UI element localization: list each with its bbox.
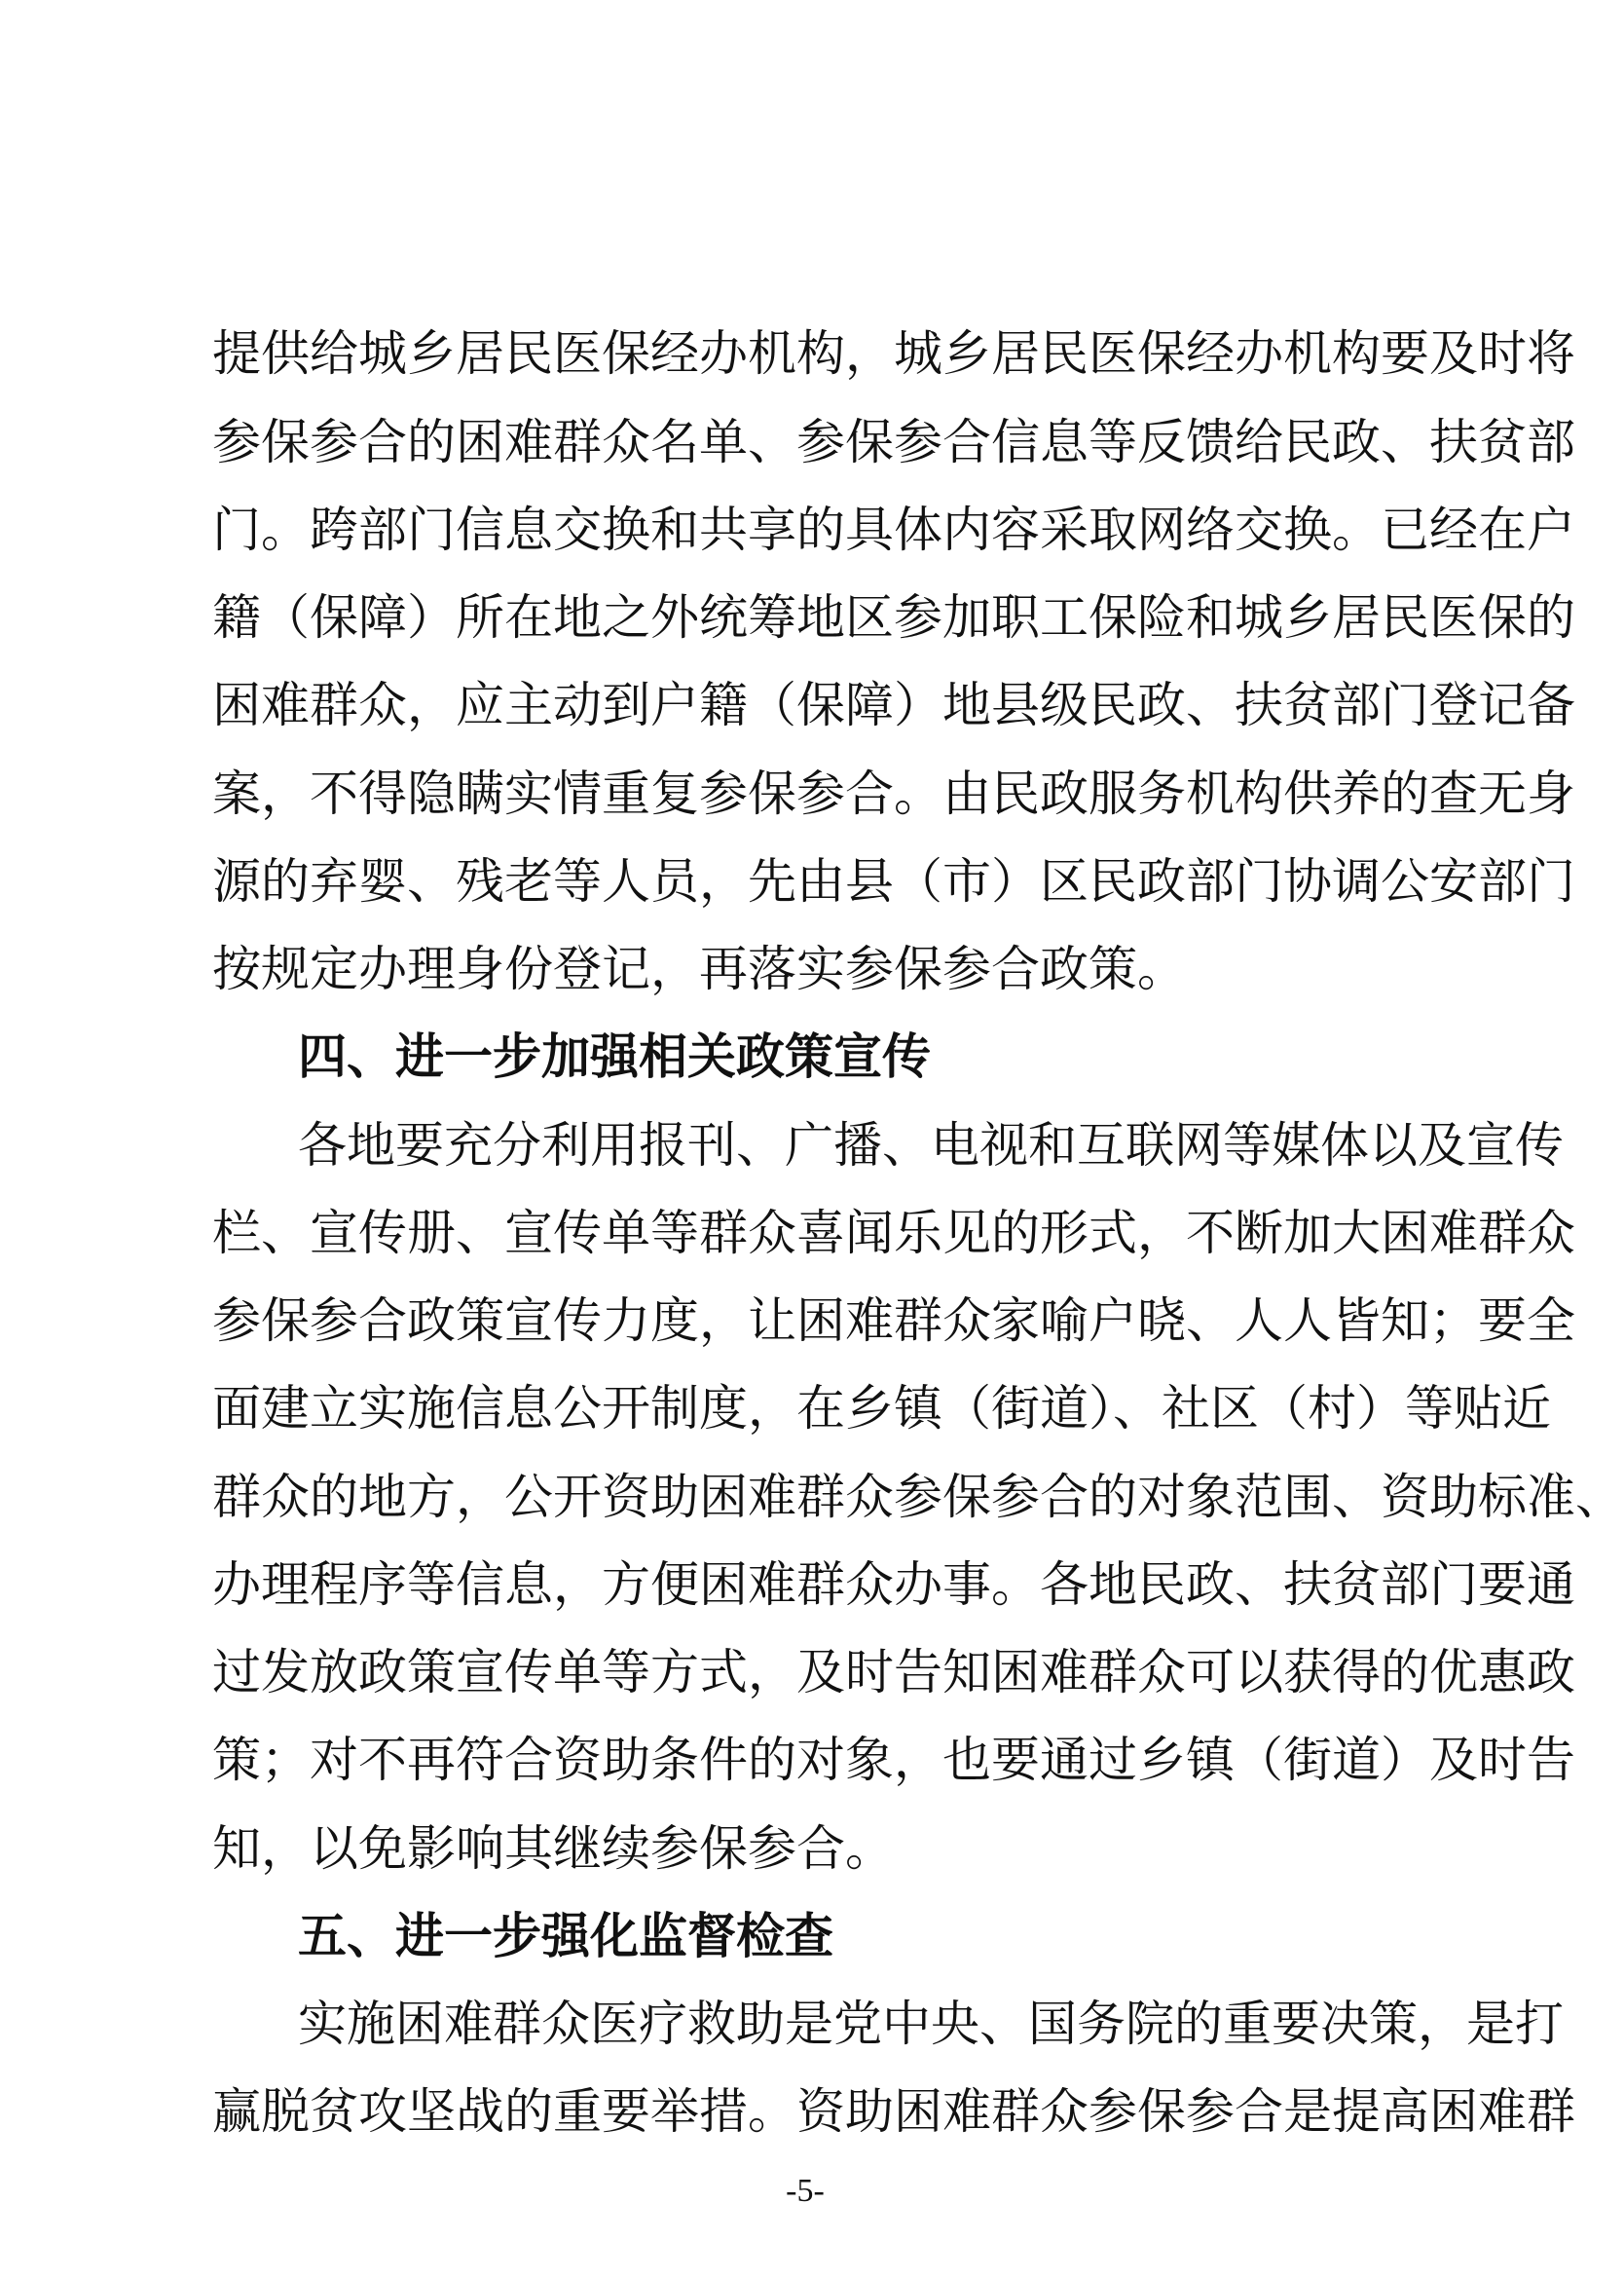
paragraph-line: 过发放政策宣传单等方式，及时告知困难群众可以获得的优惠政 [212,1644,1575,1700]
paragraph-line: 各地要充分利用报刊、广播、电视和互联网等媒体以及宣传 [298,1117,1564,1174]
paragraph-line: 困难群众，应主动到户籍（保障）地县级民政、扶贫部门登记备 [212,677,1575,733]
paragraph-line: 赢脱贫攻坚战的重要举措。资助困难群众参保参合是提高困难群 [212,2083,1575,2140]
paragraph-line: 知，以免影响其继续参保参合。 [212,1820,894,1877]
paragraph-line: 参保参合的困难群众名单、参保参合信息等反馈给民政、扶贫部 [212,414,1575,470]
paragraph-line: 群众的地方，公开资助困难群众参保参合的对象范围、资助标准、 [212,1469,1624,1525]
paragraph-line: 办理程序等信息，方便困难群众办事。各地民政、扶贫部门要通 [212,1556,1575,1613]
section-heading: 四、进一步加强相关政策宣传 [298,1028,931,1085]
paragraph-line: 门。跨部门信息交换和共享的具体内容采取网络交换。已经在户 [212,502,1575,558]
paragraph-line: 面建立实施信息公开制度，在乡镇（街道）、社区（村）等贴近 [212,1380,1551,1437]
paragraph-line: 按规定办理身份登记，再落实参保参合政策。 [212,941,1186,997]
paragraph-line: 参保参合政策宣传力度，让困难群众家喻户晓、人人皆知；要全 [212,1292,1575,1349]
paragraph-line: 栏、宣传册、宣传单等群众喜闻乐见的形式，不断加大困难群众 [212,1205,1575,1261]
paragraph-line: 提供给城乡居民医保经办机构，城乡居民医保经办机构要及时将 [212,325,1575,382]
page-number: -5- [786,2173,825,2209]
paragraph-line: 实施困难群众医疗救助是党中央、国务院的重要决策，是打 [298,1996,1564,2052]
paragraph-line: 籍（保障）所在地之外统筹地区参加职工保险和城乡居民医保的 [212,589,1575,646]
paragraph-line: 案，不得隐瞒实情重复参保参合。由民政服务机构供养的查无身 [212,766,1575,822]
section-heading: 五、进一步强化监督检查 [298,1908,833,1964]
paragraph-line: 源的弃婴、残老等人员，先由县（市）区民政部门协调公安部门 [212,853,1575,910]
paragraph-line: 策；对不再符合资助条件的对象，也要通过乡镇（街道）及时告 [212,1732,1575,1788]
